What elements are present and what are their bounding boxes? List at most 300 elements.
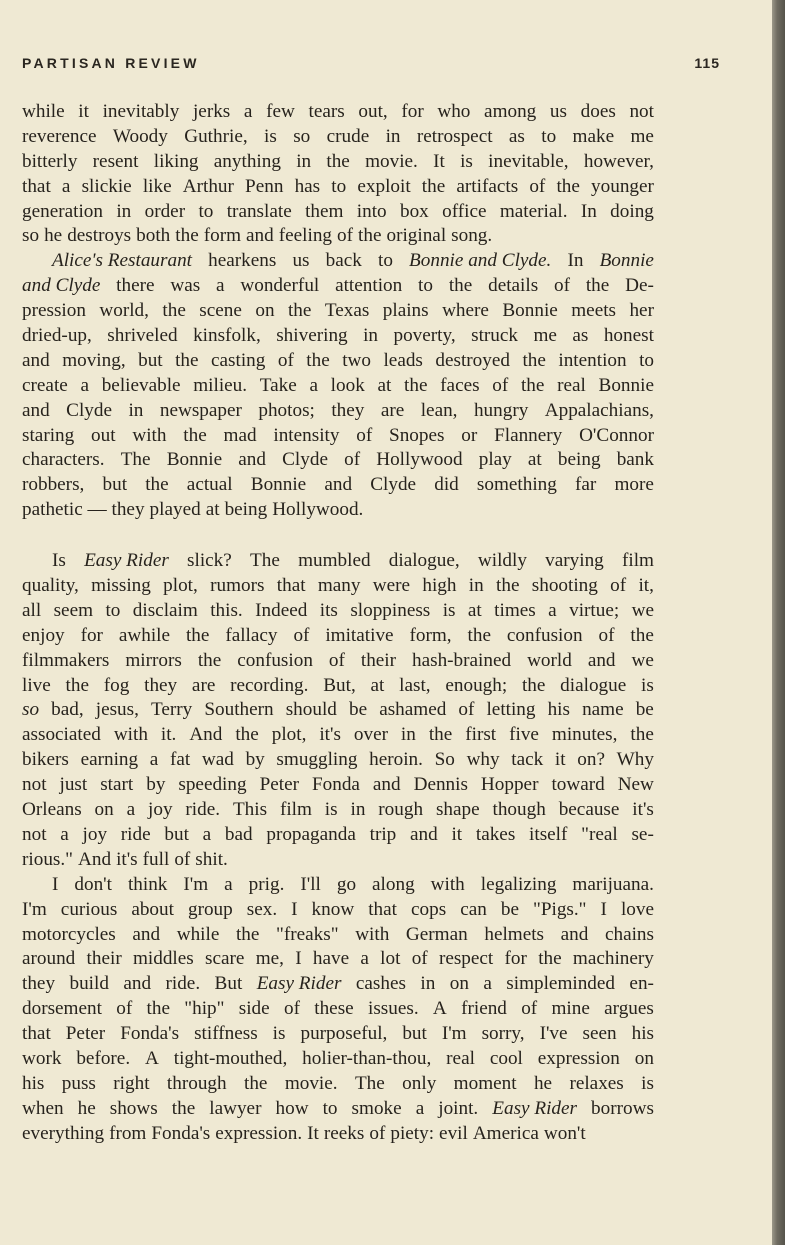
word: why [466, 749, 500, 771]
word: won't [543, 1122, 586, 1144]
word: takes [475, 823, 516, 845]
word: relaxes [569, 1072, 624, 1094]
word: to [377, 250, 393, 272]
word: side [238, 998, 270, 1020]
word: It [433, 150, 445, 172]
word: confusion [237, 649, 313, 671]
word: Texas [324, 300, 370, 322]
word: Terry [150, 699, 193, 721]
word: but [138, 349, 163, 371]
word: robbers, [22, 474, 85, 496]
word: it, [638, 575, 654, 597]
word: speeding [178, 774, 247, 796]
word: as [572, 325, 589, 347]
word: honest [603, 325, 654, 347]
text-line [22, 324, 654, 349]
word: hearkens [208, 250, 277, 272]
word: world [527, 649, 572, 671]
word: the [287, 300, 312, 322]
text-line [22, 723, 654, 748]
word: a [80, 374, 90, 396]
word: but [402, 1023, 427, 1045]
word: liking [153, 150, 199, 172]
word: being [557, 449, 601, 471]
word: a [415, 1097, 425, 1119]
word: the [145, 474, 169, 496]
text-line [22, 399, 654, 424]
word: chains [604, 923, 654, 945]
word: And [189, 724, 223, 746]
word: of [277, 349, 294, 371]
word: a [202, 823, 212, 845]
article-body [22, 100, 654, 1147]
paragraph [22, 100, 654, 249]
word: over [353, 724, 388, 746]
word: this. [210, 599, 243, 621]
word: bad [224, 823, 253, 845]
word: a [60, 823, 69, 845]
word: Hollywood. [272, 499, 364, 521]
word: and [132, 923, 161, 945]
word: Fonda [311, 774, 360, 796]
word: varying [545, 550, 604, 572]
word: ride [120, 823, 151, 845]
word: to [418, 275, 433, 297]
word: purposeful, [300, 1023, 388, 1045]
word: of [529, 175, 546, 197]
word: form, [409, 624, 452, 646]
word: itself [529, 823, 568, 845]
word: But, [323, 674, 356, 696]
word: the [185, 624, 210, 646]
word: mirrors [125, 649, 182, 671]
word: of [554, 275, 570, 297]
word: is [641, 1072, 654, 1094]
word: heroin. [369, 749, 423, 771]
word: in [385, 125, 401, 147]
text-line [22, 200, 654, 225]
word: missing [91, 575, 151, 597]
word: though [492, 799, 546, 821]
word: in [128, 399, 144, 421]
word: mumbled [298, 550, 371, 572]
word: of [344, 449, 361, 471]
word: Penn [245, 175, 284, 197]
word: argues [604, 998, 654, 1020]
word: Woody [112, 125, 168, 147]
word: for [504, 948, 527, 970]
word: a [149, 749, 159, 771]
word: the [421, 175, 446, 197]
word: lot [380, 948, 401, 970]
word: a [360, 948, 369, 970]
word: is [442, 599, 456, 621]
word: original [386, 225, 447, 247]
word: the [65, 674, 89, 696]
text-line [22, 224, 654, 249]
word: believable [101, 374, 181, 396]
word: Fonda's [120, 1023, 180, 1045]
word: in [420, 973, 436, 995]
text-line [22, 599, 654, 624]
word: poverty, [393, 325, 456, 347]
word: a [483, 973, 492, 995]
word: milieu. [193, 374, 248, 396]
word: group [187, 898, 233, 920]
word: the [556, 175, 580, 197]
word: it [451, 823, 463, 845]
word: dialogue, [388, 550, 460, 572]
paragraph [22, 249, 654, 523]
word: everything [22, 1122, 105, 1144]
word: New [617, 774, 654, 796]
word: not [629, 101, 654, 122]
word: the [235, 724, 259, 746]
word: in [468, 575, 484, 597]
word: is [324, 799, 338, 821]
word: that [22, 1023, 51, 1045]
word: Flannery [494, 424, 563, 446]
word: while [176, 923, 220, 945]
word: machinery [572, 948, 654, 970]
word: film [279, 799, 312, 821]
word: sorry, [481, 1023, 525, 1045]
text-line [22, 773, 654, 798]
word: so [22, 225, 40, 247]
word: he [533, 1072, 553, 1094]
word: reverence [22, 125, 97, 147]
word: a [126, 799, 136, 821]
word: marijuana. [572, 873, 654, 895]
italic-word: Bonnie [599, 250, 654, 272]
text-line [22, 299, 654, 324]
word: of [116, 998, 133, 1020]
word: hash-brained [412, 649, 512, 671]
word: The [250, 550, 280, 572]
italic-word: Alice's Restaurant [52, 250, 192, 272]
word: are [191, 674, 216, 696]
italic-word: Easy Rider [84, 550, 169, 572]
word: evil [439, 1122, 468, 1144]
word: on [255, 300, 275, 322]
text-line [22, 448, 654, 473]
word: we [631, 599, 654, 621]
word: at [205, 499, 220, 521]
word: disclaim [132, 599, 198, 621]
word: can [460, 898, 487, 920]
word: crude [326, 125, 370, 147]
word: song. [451, 225, 493, 247]
text-line [22, 349, 654, 374]
word: I've [539, 1023, 568, 1045]
word: the [585, 275, 610, 297]
word: Bonnie [250, 474, 307, 496]
word: resent [92, 150, 139, 172]
text-line [22, 549, 654, 574]
word: how [275, 1097, 309, 1119]
word: and [238, 449, 266, 471]
word: think [127, 873, 168, 895]
word: cool [489, 1047, 523, 1069]
word: propaganda [266, 823, 356, 845]
word: De- [625, 275, 654, 297]
word: I [291, 898, 298, 920]
word: look [330, 374, 365, 396]
word: his [22, 1072, 45, 1094]
word: before. [76, 1047, 131, 1069]
word: it's [116, 848, 138, 870]
word: a [224, 873, 233, 895]
word: out, [358, 101, 388, 122]
section-break [22, 523, 654, 549]
paragraph [22, 549, 654, 873]
word: Arthur [182, 175, 234, 197]
word: cops [411, 898, 447, 920]
word: stiffness [194, 1023, 258, 1045]
word: imitative [325, 624, 394, 646]
word: moment [453, 1072, 517, 1094]
word: did [434, 474, 459, 496]
word: the [520, 374, 545, 396]
word: first [465, 724, 497, 746]
word: Peter [65, 1023, 106, 1045]
word: inevitably [102, 101, 180, 122]
word: earning [80, 749, 139, 771]
word: piety: [390, 1122, 435, 1144]
word: with [132, 424, 167, 446]
word: along [372, 873, 415, 895]
text-line [22, 649, 654, 674]
word: to [105, 599, 121, 621]
word: the [404, 374, 428, 396]
word: it's [632, 799, 654, 821]
word: seen [582, 1023, 617, 1045]
text-line [22, 1097, 654, 1122]
word: feeling [278, 225, 333, 247]
word: staring [22, 424, 75, 446]
word: enough; [445, 674, 508, 696]
word: retrospect [416, 125, 493, 147]
word: bank [616, 449, 654, 471]
word: Bonnie [166, 449, 223, 471]
word: inevitable, [488, 150, 569, 172]
word: I [600, 898, 607, 920]
word: Take [259, 374, 297, 396]
word: that [368, 898, 397, 920]
word: go [336, 873, 357, 895]
word: fallacy [225, 624, 278, 646]
word: the [326, 150, 350, 172]
word: live [22, 674, 51, 696]
word: photos; [258, 399, 315, 421]
word: real [557, 374, 586, 396]
word: I [295, 948, 302, 970]
word: be [500, 898, 519, 920]
text-line [22, 947, 654, 972]
word: us [549, 101, 567, 122]
word: meets [571, 300, 617, 322]
word: rious." [22, 848, 74, 870]
word: the [235, 923, 260, 945]
word: tears [308, 101, 345, 122]
word: office [442, 200, 487, 222]
word: translate [226, 200, 292, 222]
word: dorsement [22, 998, 102, 1020]
text-line [22, 249, 654, 274]
word: the [146, 998, 170, 1020]
word: shape [435, 799, 480, 821]
word: seem [53, 599, 94, 621]
word: lean, [420, 399, 458, 421]
word: the [630, 624, 654, 646]
word: in [296, 150, 312, 172]
word: doing [610, 200, 654, 222]
word: shriveled [107, 325, 178, 347]
word: jesus, [95, 699, 139, 721]
word: and [246, 225, 274, 247]
word: slickie [81, 175, 132, 197]
word: at [467, 599, 482, 621]
word: tight-mouthed, [173, 1047, 288, 1069]
word: plains [382, 300, 429, 322]
text-line [22, 997, 654, 1022]
word: sex. [246, 898, 278, 920]
word: don't [74, 873, 112, 895]
word: younger [591, 175, 654, 197]
word: In [580, 200, 597, 222]
word: The [354, 1072, 385, 1094]
word: reeks [323, 1122, 365, 1144]
word: make [572, 125, 615, 147]
word: issues. [367, 998, 419, 1020]
word: A [432, 998, 447, 1020]
text-line [22, 898, 654, 923]
word: they [331, 399, 365, 421]
word: "real [581, 823, 618, 845]
paragraph [22, 873, 654, 1147]
word: bitterly [22, 150, 78, 172]
word: joint. [438, 1097, 479, 1119]
word: characters. [22, 449, 105, 471]
word: O'Connor [579, 424, 654, 446]
word: Clyde [370, 474, 417, 496]
word: has [294, 175, 321, 197]
word: the [521, 674, 546, 696]
word: me [533, 325, 557, 347]
word: far [575, 474, 597, 496]
word: This [232, 799, 268, 821]
word: by [245, 749, 265, 771]
word: many [317, 575, 361, 597]
word: recording. [230, 674, 309, 696]
word: The [120, 449, 151, 471]
word: fog [103, 674, 130, 696]
word: hungry [473, 399, 529, 421]
word: A [145, 1047, 159, 1069]
word: back [325, 250, 362, 272]
word: se- [631, 823, 654, 845]
word: filmmakers [22, 649, 110, 671]
word: by [146, 774, 166, 796]
word: "hip" [184, 998, 225, 1020]
word: there [116, 275, 155, 297]
word: the [175, 225, 199, 247]
word: destroys [67, 225, 132, 247]
word: times [494, 599, 536, 621]
word: ride. [165, 973, 201, 995]
word: anything [213, 150, 281, 172]
word: sloppiness [350, 599, 431, 621]
text-line [22, 574, 654, 599]
word: puss [61, 1072, 96, 1094]
word: at [527, 449, 542, 471]
word: the [467, 624, 491, 646]
word: scare [205, 948, 245, 970]
word: smuggling [276, 749, 358, 771]
word: joy [82, 823, 108, 845]
word: not [22, 774, 47, 796]
word: play [478, 449, 512, 471]
word: box [399, 200, 429, 222]
word: to [322, 1097, 338, 1119]
word: or [461, 424, 478, 446]
word: German [405, 923, 468, 945]
running-header [22, 55, 720, 71]
word: it [554, 749, 566, 771]
word: a [309, 374, 318, 396]
text-line [22, 823, 654, 848]
word: with [355, 923, 390, 945]
word: wonderful [240, 275, 320, 297]
word: the [496, 575, 520, 597]
word: It [307, 1122, 319, 1144]
text-line [22, 175, 654, 200]
word: mine [551, 998, 590, 1020]
word: tack [511, 749, 544, 771]
word: of [598, 624, 615, 646]
word: in [350, 799, 366, 821]
word: of [369, 1122, 386, 1144]
word: Clyde [66, 399, 113, 421]
word: the [306, 349, 330, 371]
word: from [109, 1122, 147, 1144]
word: So [434, 749, 455, 771]
word: on? [577, 749, 605, 771]
word: it [78, 101, 89, 122]
italic-word: and Clyde [22, 275, 101, 297]
word: it's [319, 724, 341, 746]
text-line [22, 972, 654, 997]
word: smoke [351, 1097, 402, 1119]
word: on [449, 973, 469, 995]
page-number: 115 [694, 55, 720, 71]
word: I'm [183, 873, 209, 895]
word: who [437, 101, 471, 122]
word: the [175, 349, 199, 371]
word: high [422, 575, 457, 597]
word: plot, [163, 575, 198, 597]
word: to [541, 125, 557, 147]
word: at [370, 674, 385, 696]
word: struck [471, 325, 519, 347]
word: but [102, 474, 128, 496]
word: all [22, 599, 42, 621]
word: something [476, 474, 557, 496]
word: start [100, 774, 134, 796]
word: create [22, 374, 68, 396]
word: actual [186, 474, 233, 496]
text-line [22, 424, 654, 449]
